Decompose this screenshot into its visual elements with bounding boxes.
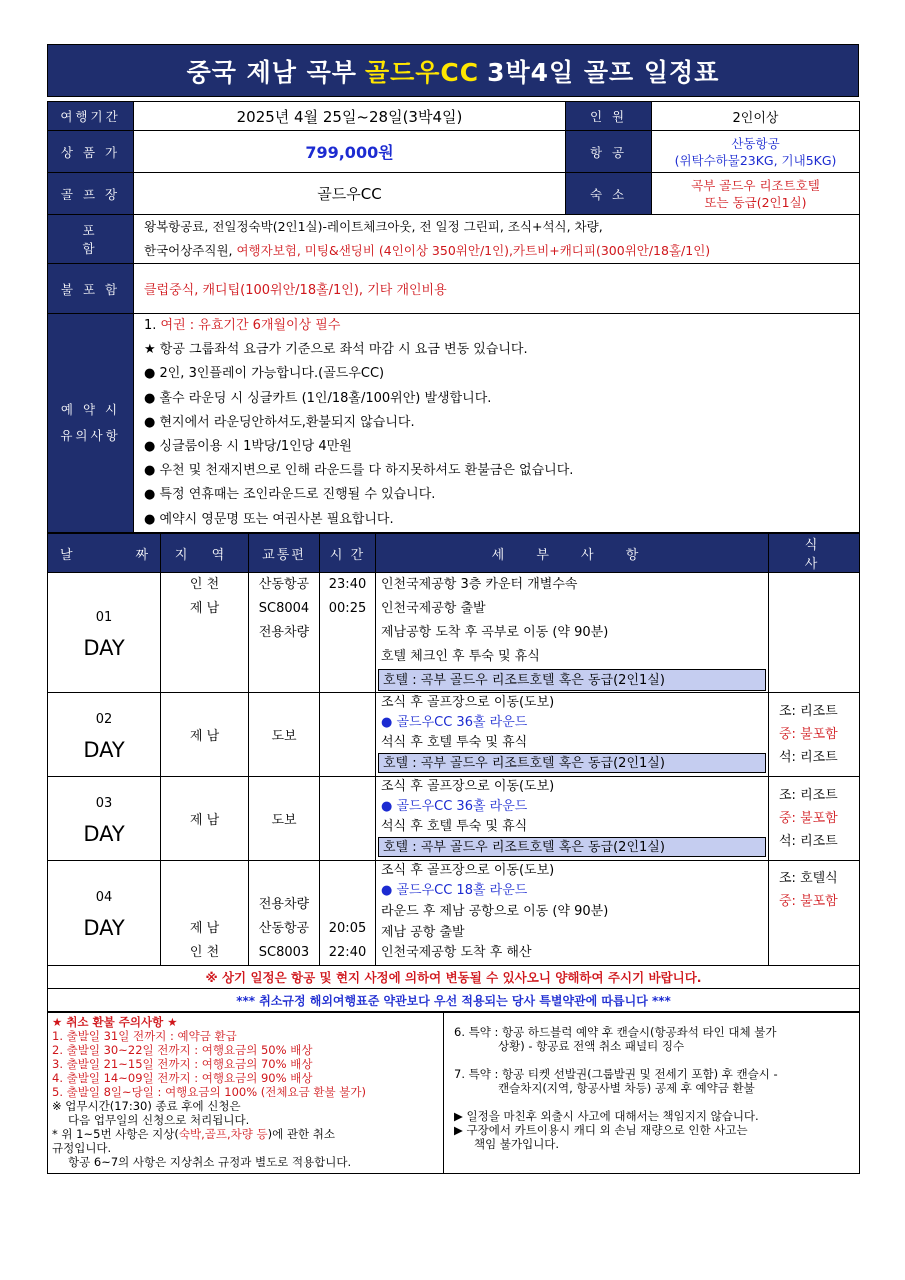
- meal-cell-2: 조: 리조트 중: 불포함 석: 리조트: [769, 693, 860, 777]
- cancel-rule: 5. 출발일 8일~당일 : 여행요금의 100% (전체요금 환불 불가): [52, 1085, 366, 1099]
- special-terms: 6. 특약 : 항공 하드블럭 예약 후 캔슬시(항공좌석 타인 대체 불가 상황) - 항공료 전액 취소 패널티 징수 7. 특약 : 항공 티켓 선발권(그룹발권 및 전세기 포함) 후 캔슬시 - 캔슬차지(지역, 항공사별 차등) 공제 후 예약금 환불 ▶ 일정을 마친후 외출시 사고에 대해서는 책임지지 않습니다. ▶ 구장에서 카트이용시 캐디 외 손님 재량으로 인한 사고는 책임 불가입니다.: [444, 1013, 860, 1174]
- exclude-value: 클럽중식, 캐디팁(100위안/18홀/1인), 기타 개인비용: [134, 264, 860, 314]
- notice-item: ● 홀수 라운딩 시 싱글카트 (1인/18홀/100위안) 발생합니다.: [144, 390, 492, 406]
- schedule-footnote: ※ 상기 일정은 항공 및 현지 사정에 의하여 변동될 수 있사오니 양해하여 주시기 바랍니다.: [48, 966, 860, 989]
- cancel-rule: 3. 출발일 21~15일 전까지 : 여행요금의 70% 배상: [52, 1057, 313, 1071]
- notice-label: 예 약 시 유의사항: [48, 314, 134, 533]
- include-value: [134, 215, 860, 264]
- header-detail: 세 부 사 항: [376, 534, 769, 573]
- cancel-rules: ★ 취소 환불 주의사항 ★ 1. 출발일 31일 전까지 : 예약금 환급 2. 출발일 30~22일 전까지 : 여행요금의 50% 배상 3. 출발일 21~15일 전까지 : 여행요금의 70% 배상 4. 출발일 14~09일 전까지 : 여행요금의 90% 배상 5. 출발일 8일~당일 : 여행요금의 100% (전체요금 환불 불가) ※ 업무시간(17:30) 종료 후에 신청은 다음 업무일의 신청으로 처리됩니다. * 위 1~5번 사항은 지상(숙박,골프,차량 등)에 관한 취소 규정입니다. 항공 6~7의 사항은 지상취소 규정과 별도로 적용합니다.: [48, 1013, 444, 1174]
- transport-cell-1: 산동항공 SC8004 전용차량: [249, 573, 320, 693]
- title-part-2: 3박4일 골프 일정표: [487, 57, 720, 87]
- meal-cell-1: [769, 573, 860, 693]
- notice-item: ● 2인, 3인플레이 가능합니다.(골드우CC): [144, 366, 385, 382]
- notice-item: ● 특정 연휴때는 조인라운드로 진행될 수 있습니다.: [144, 487, 436, 503]
- cancel-rule: 1. 출발일 31일 전까지 : 예약금 환급: [52, 1029, 237, 1043]
- header-region: 지 역: [161, 534, 249, 573]
- notice-item: ● 싱글룸이용 시 1박당/1인당 4만원: [144, 438, 352, 454]
- office-hours-note: ※ 업무시간(17:30) 종료 후에 신청은: [52, 1099, 241, 1113]
- airline-name: 산동항공: [731, 135, 780, 151]
- golf-label: 골 프 장: [48, 173, 134, 215]
- liability-note-1: ▶ 일정을 마친후 외출시 사고에 대해서는 책임지지 않습니다.: [454, 1109, 759, 1123]
- region-cell-4: 제 남 인 천: [161, 861, 249, 966]
- hotel-label: 숙 소: [566, 173, 652, 215]
- hotel-alt: 또는 동급(2인1실): [704, 194, 807, 210]
- meal-cell-3: 조: 리조트 중: 불포함 석: 리조트: [769, 777, 860, 861]
- include-line-1: 왕복항공료, 전일정숙박(2인1실)-레이트체크아웃, 전 일정 그린피, 조식+석식, 차량,: [144, 219, 603, 234]
- title-golf-name: 골드우CC: [364, 57, 480, 87]
- people-label: 인 원: [566, 102, 652, 131]
- day-label-4: 04 DAY: [48, 861, 161, 966]
- day-label-2: 02 DAY: [48, 693, 161, 777]
- meal-cell-4: 조: 호텔식 중: 불포함: [769, 861, 860, 966]
- hotel-line: 호텔 : 곡부 골드우 리조트호텔 혹은 동급(2인1실): [378, 837, 766, 857]
- cancel-table: [47, 1012, 860, 1174]
- detail-cell-3: 조식 후 골프장으로 이동(도보) ● 골드우CC 36홀 라운드 석식 후 호텔 투숙 및 휴식 호텔 : 곡부 골드우 리조트호텔 혹은 동급(2인1실): [376, 777, 769, 861]
- schedule-table: [47, 533, 860, 1012]
- time-cell-4: 20:05 22:40: [320, 861, 376, 966]
- hotel-line: 호텔 : 곡부 골드우 리조트호텔 혹은 동급(2인1실): [378, 753, 766, 773]
- notice-item: ● 현지에서 라운딩안하셔도,환불되지 않습니다.: [144, 414, 415, 430]
- region-cell-3: 제 남: [161, 777, 249, 861]
- title-part-1: 중국 제남 곡부: [186, 57, 357, 87]
- local-rule-note: * 위 1~5번 사항은 지상(숙박,골프,차량 등)에 관한 취소: [52, 1127, 335, 1141]
- airline-value: [652, 131, 860, 173]
- cancel-rule: 4. 출발일 14~09일 전까지 : 여행요금의 90% 배상: [52, 1071, 313, 1085]
- hotel-line: 호텔 : 곡부 골드우 리조트호텔 혹은 동급(2인1실): [378, 669, 766, 691]
- price-label: 상 품 가: [48, 131, 134, 173]
- notice-passport: 1. 여권 : 유효기간 6개월이상 필수: [144, 318, 341, 333]
- header-meal: 식 사: [769, 534, 860, 573]
- header-date: 날 짜: [48, 534, 161, 573]
- header-time: 시 간: [320, 534, 376, 573]
- notice-item: ● 예약시 영문명 또는 여권사본 필요합니다.: [144, 511, 394, 527]
- cancel-title: ★ 취소 환불 주의사항 ★: [52, 1015, 178, 1029]
- day-row-1: [48, 573, 860, 693]
- period-value: 2025년 4월 25일~28일(3박4일): [134, 102, 566, 131]
- page-title: [47, 44, 859, 97]
- time-cell-3: [320, 777, 376, 861]
- transport-cell-2: 도보: [249, 693, 320, 777]
- liability-note-2: ▶ 구장에서 카트이용시 캐디 외 손님 재량으로 인한 사고는: [454, 1123, 748, 1137]
- time-cell-2: [320, 693, 376, 777]
- detail-cell-2: 조식 후 골프장으로 이동(도보) ● 골드우CC 36홀 라운드 석식 후 호텔 투숙 및 휴식 호텔 : 곡부 골드우 리조트호텔 혹은 동급(2인1실): [376, 693, 769, 777]
- cancel-rule: 2. 출발일 30~22일 전까지 : 여행요금의 50% 배상: [52, 1043, 313, 1057]
- hotel-name: 곡부 골드우 리조트호텔: [691, 177, 820, 193]
- exclude-label: 불 포 함: [48, 264, 134, 314]
- region-cell-1: 인 천 제 남: [161, 573, 249, 693]
- price-value: 799,000원: [134, 131, 566, 173]
- day-label-1: 01 DAY: [48, 573, 161, 693]
- baggage-allowance: (위탁수하물23KG, 기내5KG): [674, 152, 837, 168]
- transport-cell-3: 도보: [249, 777, 320, 861]
- detail-cell-1: 인천국제공항 3층 카운터 개별수속 인천국제공항 출발 제남공항 도착 후 곡부로 이동 (약 90분) 호텔 체크인 후 투숙 및 휴식 호텔 : 곡부 골드우 리조트호텔 혹은 동급(2인1실): [376, 573, 769, 693]
- hotel-value: [652, 173, 860, 215]
- region-cell-2: 제 남: [161, 693, 249, 777]
- notice-list: [134, 314, 860, 533]
- include-line-2: 한국어상주직원, 여행자보험, 미팅&샌딩비 (4인이상 350위안/1인),카트비+캐디피(300위안/18홀/1인): [144, 243, 711, 258]
- special-rule-7: 7. 특약 : 항공 티켓 선발권(그룹발권 및 전세기 포함) 후 캔슬시 -: [454, 1067, 778, 1081]
- golf-value: 골드우CC: [134, 173, 566, 215]
- include-label: 포 함: [48, 215, 134, 264]
- special-rule-6: 6. 특약 : 항공 하드블럭 예약 후 캔슬시(항공좌석 타인 대체 불가: [454, 1025, 777, 1039]
- people-value: 2인이상: [652, 102, 860, 131]
- header-transport: 교통편: [249, 534, 320, 573]
- day-row-4: [48, 861, 860, 966]
- day-row-3: [48, 777, 860, 861]
- time-cell-1: 23:40 00:25: [320, 573, 376, 693]
- notice-item: ★ 항공 그룹좌석 요금가 기준으로 좌석 마감 시 요금 변동 있습니다.: [144, 342, 528, 358]
- info-table: [47, 101, 860, 533]
- day-label-3: 03 DAY: [48, 777, 161, 861]
- period-label: 여행기간: [48, 102, 134, 131]
- airline-label: 항 공: [566, 131, 652, 173]
- notice-item: ● 우천 및 천재지변으로 인해 라운드를 다 하지못하셔도 환불금은 없습니다.: [144, 463, 574, 479]
- transport-cell-4: 전용차량 산동항공 SC8003: [249, 861, 320, 966]
- itinerary-page: [47, 44, 859, 1174]
- cancel-policy-note: *** 취소규정 해외여행표준 약관보다 우선 적용되는 당사 특별약관에 따릅니다 ***: [48, 989, 860, 1012]
- day-row-2: [48, 693, 860, 777]
- detail-cell-4: 조식 후 골프장으로 이동(도보) ● 골드우CC 18홀 라운드 라운드 후 제남 공항으로 이동 (약 90분) 제남 공항 출발 인천국제공항 도착 후 해산: [376, 861, 769, 966]
